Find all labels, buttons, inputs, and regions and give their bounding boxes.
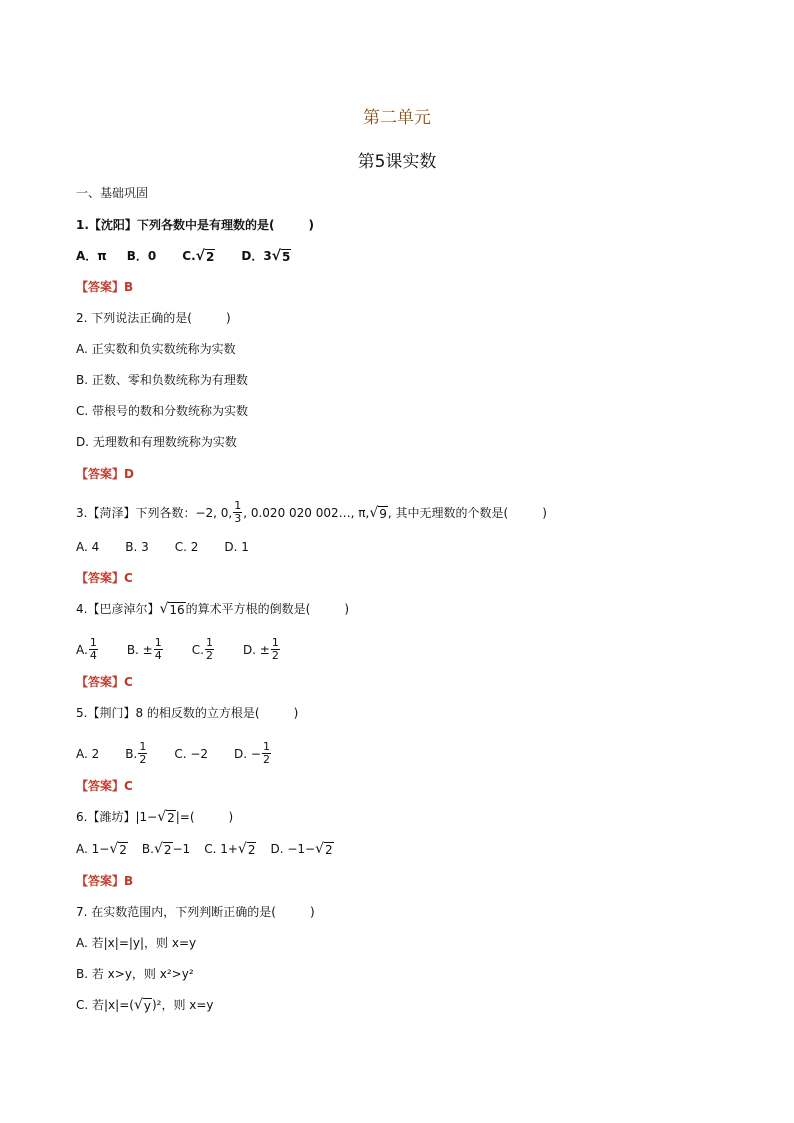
q3-option-a: A. 4 — [76, 540, 100, 554]
q1-options — [76, 247, 291, 265]
q3-post: , 其中无理数的个数是( — [387, 505, 509, 520]
q4-option-c-prefix: C. — [191, 642, 204, 657]
q5-close: ) — [293, 706, 299, 720]
q6-option-a-prefix: A. 1− — [76, 842, 110, 856]
q6-option-a-root: √ 2 — [109, 841, 127, 857]
q6-option-b-root: √ 2 — [153, 841, 172, 857]
q4-option-a-fraction: $\frac{1}{4}$ — [89, 636, 97, 662]
q6-post: |=( — [175, 810, 195, 824]
q7-option-b: B. 若 x>y，则 x²>y² — [76, 967, 194, 981]
q6-option-c-root: √ 2 — [237, 841, 256, 857]
q4-option-a-prefix: A. — [76, 642, 88, 657]
q3-answer — [76, 569, 133, 587]
q6-option-b-prefix: B. — [141, 842, 154, 856]
q5-option-d-fraction: $\frac{1}{2}$ — [262, 740, 270, 766]
question-6 — [76, 808, 233, 826]
q3-root: √ 9 — [369, 504, 387, 521]
q7-option-c-post: )²，则 x=y — [151, 998, 214, 1012]
q6-answer-label: 【答案】 — [76, 874, 125, 888]
q3-answer-value: C — [124, 571, 133, 585]
q4-option-d-prefix: D. ± — [242, 642, 270, 657]
q4-option-d-fraction: $\frac{1}{2}$ — [271, 636, 279, 662]
question-1 — [76, 216, 314, 234]
q5-answer-value: C — [124, 779, 133, 793]
q6-options — [76, 840, 334, 858]
q4-post: 的算术平方根的倒数是( — [185, 602, 311, 616]
unit-title: 第二单元 — [363, 108, 431, 128]
question-4 — [76, 600, 349, 618]
q3-option-d: D. 1 — [224, 540, 249, 554]
q6-option-c-prefix: C. 1+ — [204, 842, 238, 856]
q7-option-c — [76, 996, 214, 1014]
q5-option-b-prefix: B. — [125, 746, 138, 761]
q3-option-b: B. 3 — [125, 540, 149, 554]
q4-option-b-fraction: $\frac{1}{4}$ — [154, 636, 162, 662]
section-label: 一、基础巩固 — [76, 186, 149, 200]
q5-stem: 5.【荆门】8 的相反数的立方根是( — [76, 706, 260, 720]
q1-option-c-prefix: C. — [182, 249, 196, 263]
question-2 — [76, 309, 231, 327]
q3-fraction: $\frac{1}{3}$ — [234, 499, 242, 525]
q2-answer — [76, 465, 134, 483]
q1-option-c-root: √ 2 — [195, 248, 215, 264]
q6-root: √ 2 — [157, 809, 175, 825]
lesson-title: 第5课实数 — [357, 152, 437, 172]
q1-answer — [76, 278, 133, 296]
q4-answer-label: 【答案】 — [76, 675, 125, 689]
q2-option-c: C. 带根号的数和分数统称为实数 — [76, 404, 249, 418]
q2-close: ) — [225, 311, 231, 325]
q2-option-a: A. 正实数和负实数统称为实数 — [76, 342, 236, 356]
q5-option-a: A. 2 — [76, 746, 100, 761]
q6-close: ) — [228, 810, 234, 824]
q6-answer-value: B — [124, 874, 134, 888]
q2-answer-value: D — [124, 467, 134, 481]
q5-options — [76, 741, 272, 766]
q7-option-c-root: √ y — [133, 997, 151, 1013]
q6-option-b-post: −1 — [172, 842, 191, 856]
q7-option-a: A. 若|x|=|y|，则 x=y — [76, 936, 197, 950]
q5-answer-label: 【答案】 — [76, 779, 125, 793]
q1-close: ) — [308, 218, 314, 232]
q5-option-b-fraction: $\frac{1}{2}$ — [139, 740, 147, 766]
q1-option-d-prefix: D．3 — [241, 249, 272, 263]
q4-answer-value: C — [124, 675, 133, 689]
q2-option-d: D. 无理数和有理数统称为实数 — [76, 435, 237, 449]
q4-option-b-prefix: B. ± — [126, 642, 153, 657]
q5-answer — [76, 777, 133, 795]
q7-option-c-prefix: C. 若|x|=( — [76, 998, 134, 1012]
question-5 — [76, 704, 298, 722]
section-heading — [76, 184, 148, 202]
q2-answer-label: 【答案】 — [76, 467, 125, 481]
q2-option-b: B. 正数、零和负数统称为有理数 — [76, 373, 248, 387]
q1-source: 【沈阳】 — [88, 218, 137, 232]
q7-close: ) — [309, 905, 315, 919]
q1-answer-value: B — [124, 280, 134, 294]
q6-option-d-root: √ 2 — [315, 841, 333, 857]
q1-answer-label: 【答案】 — [76, 280, 125, 294]
q1-number: 1. — [76, 218, 89, 232]
q5-option-c: C. −2 — [174, 746, 209, 761]
q3-options — [76, 538, 249, 556]
q3-prefix: 3.【菏泽】下列各数：−2, 0, — [76, 505, 233, 520]
q7-stem: 7. 在实数范围内，下列判断正确的是( — [76, 905, 276, 919]
q6-prefix: 6.【潍坊】|1− — [76, 810, 158, 824]
q4-option-c-fraction: $\frac{1}{2}$ — [205, 636, 213, 662]
q4-prefix: 4.【巴彦淖尔】 — [76, 602, 160, 616]
question-7 — [76, 903, 315, 921]
q1-option-d-root: √ 5 — [271, 248, 291, 264]
q4-answer — [76, 673, 133, 691]
q6-answer — [76, 872, 133, 890]
q2-stem: 2. 下列说法正确的是( — [76, 311, 192, 325]
q4-close: ) — [344, 602, 350, 616]
q4-root: √ 16 — [159, 601, 185, 617]
q3-close: ) — [542, 505, 547, 520]
q5-option-d-prefix: D. − — [234, 746, 261, 761]
question-3 — [76, 500, 547, 525]
q3-answer-label: 【答案】 — [76, 571, 125, 585]
q1-option-a: A．π — [76, 249, 107, 263]
q1-option-b: B．0 — [126, 249, 157, 263]
q3-option-c: C. 2 — [174, 540, 199, 554]
q1-stem: 下列各数中是有理数的是( — [136, 218, 275, 232]
q6-option-d-prefix: D. −1− — [270, 842, 316, 856]
q4-options — [76, 637, 281, 662]
q3-middle: , 0.020 020 002…, π, — [243, 505, 370, 520]
